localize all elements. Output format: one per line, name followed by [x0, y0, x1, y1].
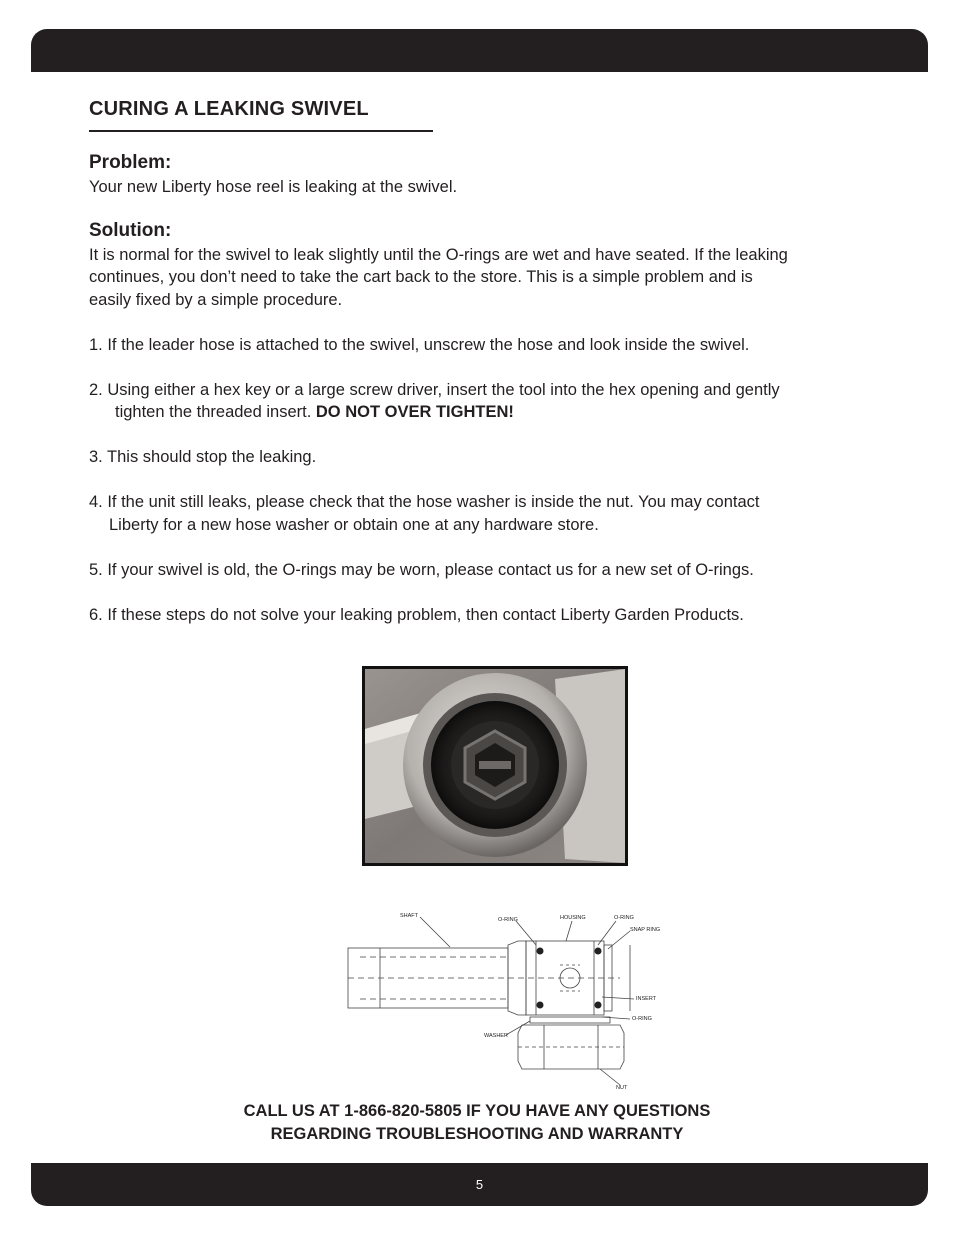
label-nut: NUT	[616, 1085, 628, 1091]
swivel-diagram	[340, 905, 670, 1095]
solution-line: easily fixed by a simple procedure.	[89, 290, 343, 309]
problem-heading: Problem:	[89, 152, 172, 173]
step-2-line-1: 2. Using either a hex key or a large screw driver, insert the tool into the hex opening and gently	[89, 380, 780, 399]
section-title: CURING A LEAKING SWIVEL	[89, 98, 369, 120]
step-4-line-1: 4. If the unit still leaks, please check that the hose washer is inside the nut. You may contact	[89, 493, 760, 511]
contact-line-2: REGARDING TROUBLESHOOTING AND WARRANTY	[270, 1125, 684, 1143]
warning-text: DO NOT OVER TIGHTEN!	[315, 403, 514, 421]
label-snap-ring: SNAP RING	[630, 927, 661, 933]
step-2-line-2: tighten the threaded insert.	[115, 403, 316, 421]
header-bar	[31, 29, 928, 72]
step-3: 3. This should stop the leaking.	[89, 448, 317, 466]
label-oring-bottom: O-RING	[632, 1016, 652, 1022]
solution-line: It is normal for the swivel to leak slightly until the O-rings are wet and have seated. If the leaking	[89, 245, 788, 264]
label-shaft: SHAFT	[400, 913, 419, 919]
step-6: 6. If these steps do not solve your leaking problem, then contact Liberty Garden Products.	[89, 605, 744, 624]
solution-line: continues, you don’t need to take the cart back to the store. This is a simple problem and is	[89, 268, 753, 286]
contact-callout	[0, 1100, 954, 1146]
title-underline	[89, 130, 433, 132]
problem-text: Your new Liberty hose reel is leaking at the swivel.	[89, 178, 458, 196]
label-insert: INSERT	[636, 996, 657, 1002]
label-washer: WASHER	[484, 1033, 508, 1039]
step-4-line-2: Liberty for a new hose washer or obtain one at any hardware store.	[109, 515, 599, 534]
swivel-photo	[362, 666, 628, 866]
step-1: 1. If the leader hose is attached to the swivel, unscrew the hose and look inside the swivel.	[89, 335, 750, 354]
contact-line-1: CALL US AT 1-866-820-5805 IF YOU HAVE ANY QUESTIONS	[243, 1102, 711, 1120]
label-housing: HOUSING	[560, 915, 586, 921]
label-oring-left: O-RING	[498, 917, 518, 923]
step-5: 5. If your swivel is old, the O-rings may be worn, please contact us for a new set of O-rings.	[89, 560, 754, 579]
step-2	[89, 379, 899, 424]
solution-text	[89, 244, 899, 312]
swivel-photo-image	[365, 669, 625, 863]
step-4	[89, 491, 899, 536]
content	[89, 150, 899, 626]
page-number: 5	[475, 1177, 484, 1192]
footer-bar	[31, 1163, 928, 1206]
label-oring-right: O-RING	[614, 915, 634, 921]
solution-heading: Solution:	[89, 219, 172, 241]
